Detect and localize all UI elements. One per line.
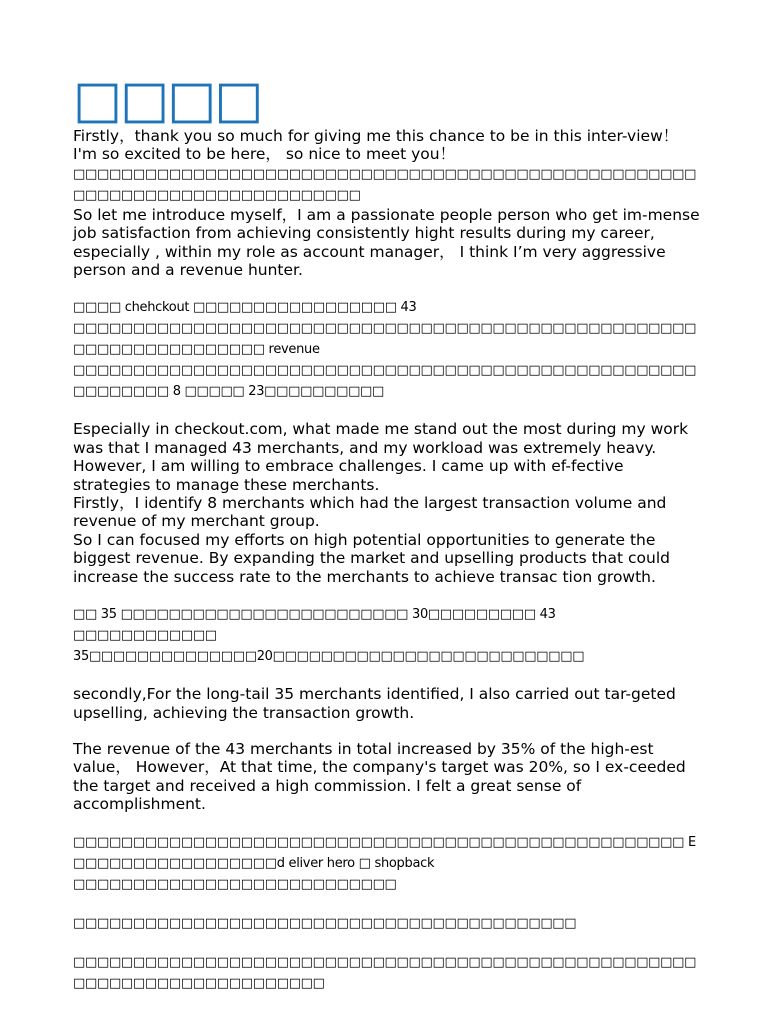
spacer [73, 895, 701, 913]
section2-en: secondly,For the long-tail 35 merchants identified, I also carried out tar-geted upselling, achieving the transaction growth. [73, 685, 676, 722]
intro-greeting: I'm so excited to be here， so nice to meet you！ [73, 145, 456, 164]
spacer [73, 667, 701, 685]
document-title: □□□□ [73, 70, 262, 130]
section1-en-p3: So I can focused my efforts on high potential opportunities to generate the biggest revenue. By expanding the market and upselling products that could increase the success rate to the merchants to achieve transac tion growth. [73, 530, 670, 586]
section1-cjk: □□□□ chehckout □□□□□□□□□□□□□□□□□ 43 □□□□□□□□□□□□□□□□□□□□□□□□□□□□□□□□□□□□□□□□□□□□□□□□□□□□□□□□□□□□□□□□□□□□ revenue □□□□□□□□□□□□□□□□□□□□□□□□□□□□□□□□□□□□□□□□□□□□□□□□□□□□□□□□□□□□ 8 □□□□□ 23□□□□□□□□□□ [73, 300, 697, 400]
section1-en-p2: Firstly，I identify 8 merchants which had the largest transaction volume and revenue of my merchant group. [73, 494, 667, 531]
spacer [73, 722, 701, 740]
spacer [73, 402, 701, 420]
spacer [73, 814, 701, 832]
section2-cjk: □□ 35 □□□□□□□□□□□□□□□□□□□□□□□□ 30□□□□□□□□□ 43 □□□□□□□□□□□□ 35□□□□□□□□□□□□□□20□□□□□□□□□□□□□□□□□□□□□□□□□□ [73, 607, 585, 665]
intro-self: So let me introduce myself，I am a passionate people person who get im-mense job satisfaction from achieving consistently hight results during my career, especially , within my role as account manager， I think I’m very aggressive person and a revenue hunter. [73, 205, 700, 280]
intro-thanks: Firstly，thank you so much for giving me this chance to be in this inter-view！ [73, 127, 679, 145]
document-page [73, 70, 701, 994]
document-body [73, 127, 701, 994]
section1-en-p1: Especially in checkout.com, what made me stand out the most during my work was that I managed 43 merchants, and my workload was extremely heavy. However, I am willing to embrace challenges. I came up with ef-fective strategies to manage these merchants. [73, 420, 689, 494]
intro-cjk: □□□□□□□□□□□□□□□□□□□□□□□□□□□□□□□□□□□□□□□□□□□□□□□□□□□□□□□□□□□□□□□□□□□□□□□□□□□□ [73, 166, 697, 203]
section5-cjk: □□□□□□□□□□□□□□□□□□□□□□□□□□□□□□□□□□□□□□□□□□ [73, 915, 577, 931]
spacer [73, 934, 701, 952]
section6-cjk: □□□□□□□□□□□□□□□□□□□□□□□□□□□□□□□□□□□□□□□□□□□□□□□□□□□□□□□□□□□□□□□□□□□□□□□□□ [73, 954, 697, 991]
section4-cjk: □□□□□□□□□□□□□□□□□□□□□□□□□□□□□□□□□□□□□□□□□□□□□□□□□□□ E □□□□□□□□□□□□□□□□□d eliver hero □ shopback □□□□□□□□□□□□□□□□□□□□□□□□□□□ [73, 834, 696, 892]
spacer [73, 279, 701, 297]
section3-en: The revenue of the 43 merchants in total increased by 35% of the high-est value， However，At that time, the company's target was 20%, so I ex-ceeded the target and received a high commission. I felt a great sense of accomplishment. [73, 739, 686, 814]
spacer [73, 586, 701, 604]
